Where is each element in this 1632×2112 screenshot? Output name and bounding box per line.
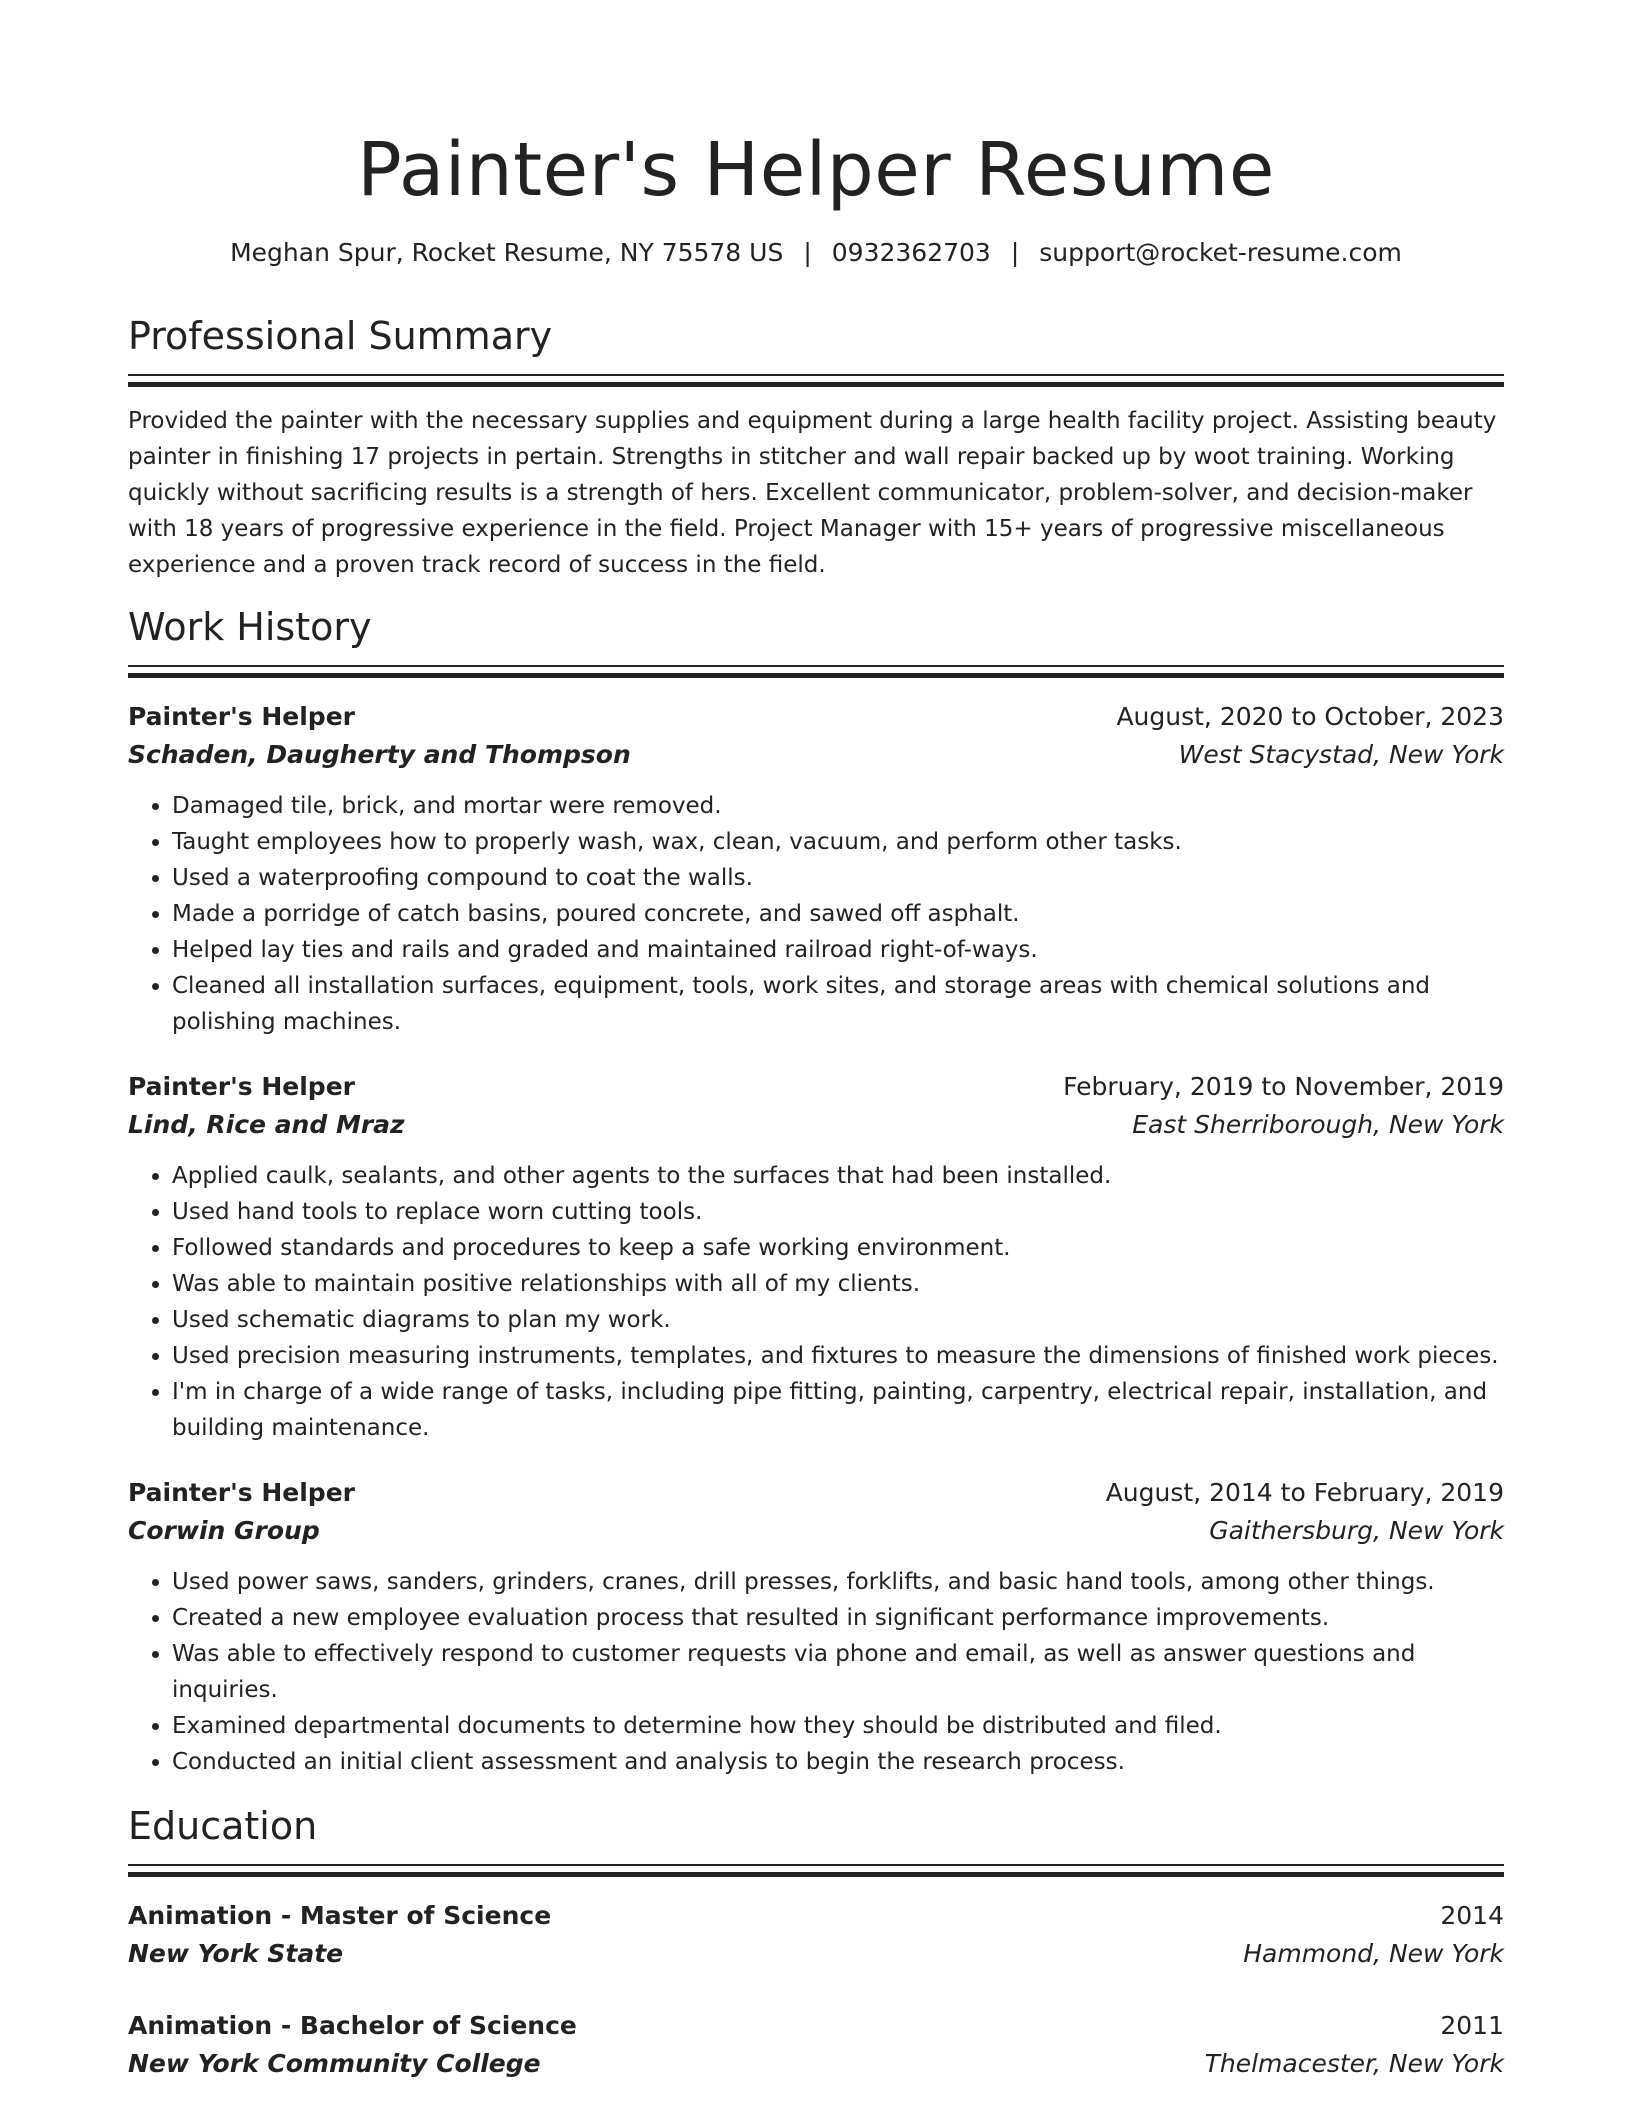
job-bullet: • Examined departmental documents to determine how they should be distributed and filed. — [172, 1708, 1504, 1744]
section-heading: Professional Summary — [128, 314, 553, 358]
job-header — [128, 698, 1504, 736]
contact-email[interactable]: support@rocket-resume.com — [1039, 238, 1402, 267]
contact-phone: 0932362703 — [831, 238, 991, 267]
education-header — [128, 2007, 1504, 2045]
work-history-section — [128, 603, 1504, 1780]
job-bullet: • Created a new employee evaluation process that resulted in significant performance improvements. — [172, 1600, 1504, 1636]
job-bullet: • Cleaned all installation surfaces, equipment, tools, work sites, and storage areas with chemical solutions and polishing machines. — [172, 968, 1504, 1040]
education-school: New York Community College — [128, 2049, 541, 2078]
job-bullet: • Followed standards and procedures to keep a safe working environment. — [172, 1230, 1504, 1266]
job-subheader — [128, 1106, 1504, 1144]
job-dates: August, 2014 to February, 2019 — [1105, 1478, 1504, 1507]
job-bullet: • Was able to maintain positive relationships with all of my clients. — [172, 1266, 1504, 1302]
job-bullet: • Taught employees how to properly wash, wax, clean, vacuum, and perform other tasks. — [172, 824, 1504, 860]
education-entry — [128, 1897, 1504, 1973]
resume-title: Painter's Helper Resume — [357, 127, 1275, 213]
education-year: 2011 — [1440, 2011, 1504, 2040]
job-entry — [128, 1474, 1504, 1780]
job-entry — [128, 698, 1504, 1040]
education-year: 2014 — [1440, 1901, 1504, 1930]
contact-address: Meghan Spur, Rocket Resume, NY 75578 US — [230, 238, 784, 267]
education-school: New York State — [128, 1939, 344, 1968]
job-bullet: • Applied caulk, sealants, and other agents to the surfaces that had been installed. — [172, 1158, 1504, 1194]
job-bullet: • Used hand tools to replace worn cutting tools. — [172, 1194, 1504, 1230]
education-section — [128, 1802, 1504, 2083]
job-location: East Sherriborough, New York — [1132, 1110, 1504, 1139]
job-subheader — [128, 1512, 1504, 1550]
job-bullet: • Made a porridge of catch basins, poured concrete, and sawed off asphalt. — [172, 896, 1504, 932]
job-bullet: • Helped lay ties and rails and graded and maintained railroad right-of-ways. — [172, 932, 1504, 968]
job-bullet: • I'm in charge of a wide range of tasks, including pipe fitting, painting, carpentry, electrical repair, installation, and building maintenance. — [172, 1374, 1504, 1446]
job-company: Schaden, Daugherty and Thompson — [128, 740, 631, 769]
job-dates: February, 2019 to November, 2019 — [1063, 1072, 1504, 1101]
job-dates: August, 2020 to October, 2023 — [1116, 702, 1504, 731]
job-list — [128, 698, 1504, 1780]
education-degree: Animation - Master of Science — [128, 1901, 552, 1930]
section-divider — [128, 374, 1504, 387]
education-location: Hammond, New York — [1243, 1939, 1504, 1968]
education-entry — [128, 2007, 1504, 2083]
job-bullet: • Conducted an initial client assessment and analysis to begin the research process. — [172, 1744, 1504, 1780]
section-divider — [128, 1864, 1504, 1877]
job-title: Painter's Helper — [128, 1072, 355, 1101]
job-bullets — [128, 1564, 1504, 1780]
section-divider — [128, 665, 1504, 678]
contact-separator: | — [803, 238, 812, 267]
education-list — [128, 1897, 1504, 2083]
education-subheader — [128, 2045, 1504, 2083]
education-degree: Animation - Bachelor of Science — [128, 2011, 577, 2040]
job-location: West Stacystad, New York — [1178, 740, 1504, 769]
job-bullet: • Used precision measuring instruments, templates, and fixtures to measure the dimensions of finished work pieces. — [172, 1338, 1504, 1374]
job-subheader — [128, 736, 1504, 774]
contact-separator: | — [1010, 238, 1020, 267]
job-bullets — [128, 1158, 1504, 1446]
job-title: Painter's Helper — [128, 1478, 355, 1507]
job-bullet: • Used power saws, sanders, grinders, cranes, drill presses, forklifts, and basic hand tools, among other things. — [172, 1564, 1504, 1600]
job-company: Lind, Rice and Mraz — [128, 1110, 405, 1139]
education-subheader — [128, 1935, 1504, 1973]
job-bullet: • Was able to effectively respond to customer requests via phone and email, as well as answer questions and inquiries. — [172, 1636, 1504, 1708]
education-location: Thelmacester, New York — [1204, 2049, 1504, 2078]
job-entry — [128, 1068, 1504, 1446]
section-heading: Work History — [128, 605, 372, 649]
education-header — [128, 1897, 1504, 1935]
section-heading: Education — [128, 1804, 318, 1848]
job-company: Corwin Group — [128, 1516, 320, 1545]
summary-text: Provided the painter with the necessary supplies and equipment during a large health facility project. Assisting beauty painter in finishing 17 projects in pertain. Strengths in stitcher and wall repair backed up by woot training. Working quickly without sacrificing results is a strength of hers. Excellent communicator, problem-solver, and decision-maker with 18 years of progressive experience in the field. Project Manager with 15+ years of progressive miscellaneous experience and a proven track record of success in the field. — [128, 408, 1497, 578]
professional-summary-section — [128, 312, 1504, 583]
job-bullets — [128, 788, 1504, 1040]
job-bullet: • Damaged tile, brick, and mortar were removed. — [172, 788, 1504, 824]
contact-line — [128, 236, 1504, 270]
job-bullet: • Used schematic diagrams to plan my work. — [172, 1302, 1504, 1338]
job-title: Painter's Helper — [128, 702, 355, 731]
job-bullet: • Used a waterproofing compound to coat the walls. — [172, 860, 1504, 896]
job-location: Gaithersburg, New York — [1209, 1516, 1504, 1545]
job-header — [128, 1068, 1504, 1106]
job-header — [128, 1474, 1504, 1512]
